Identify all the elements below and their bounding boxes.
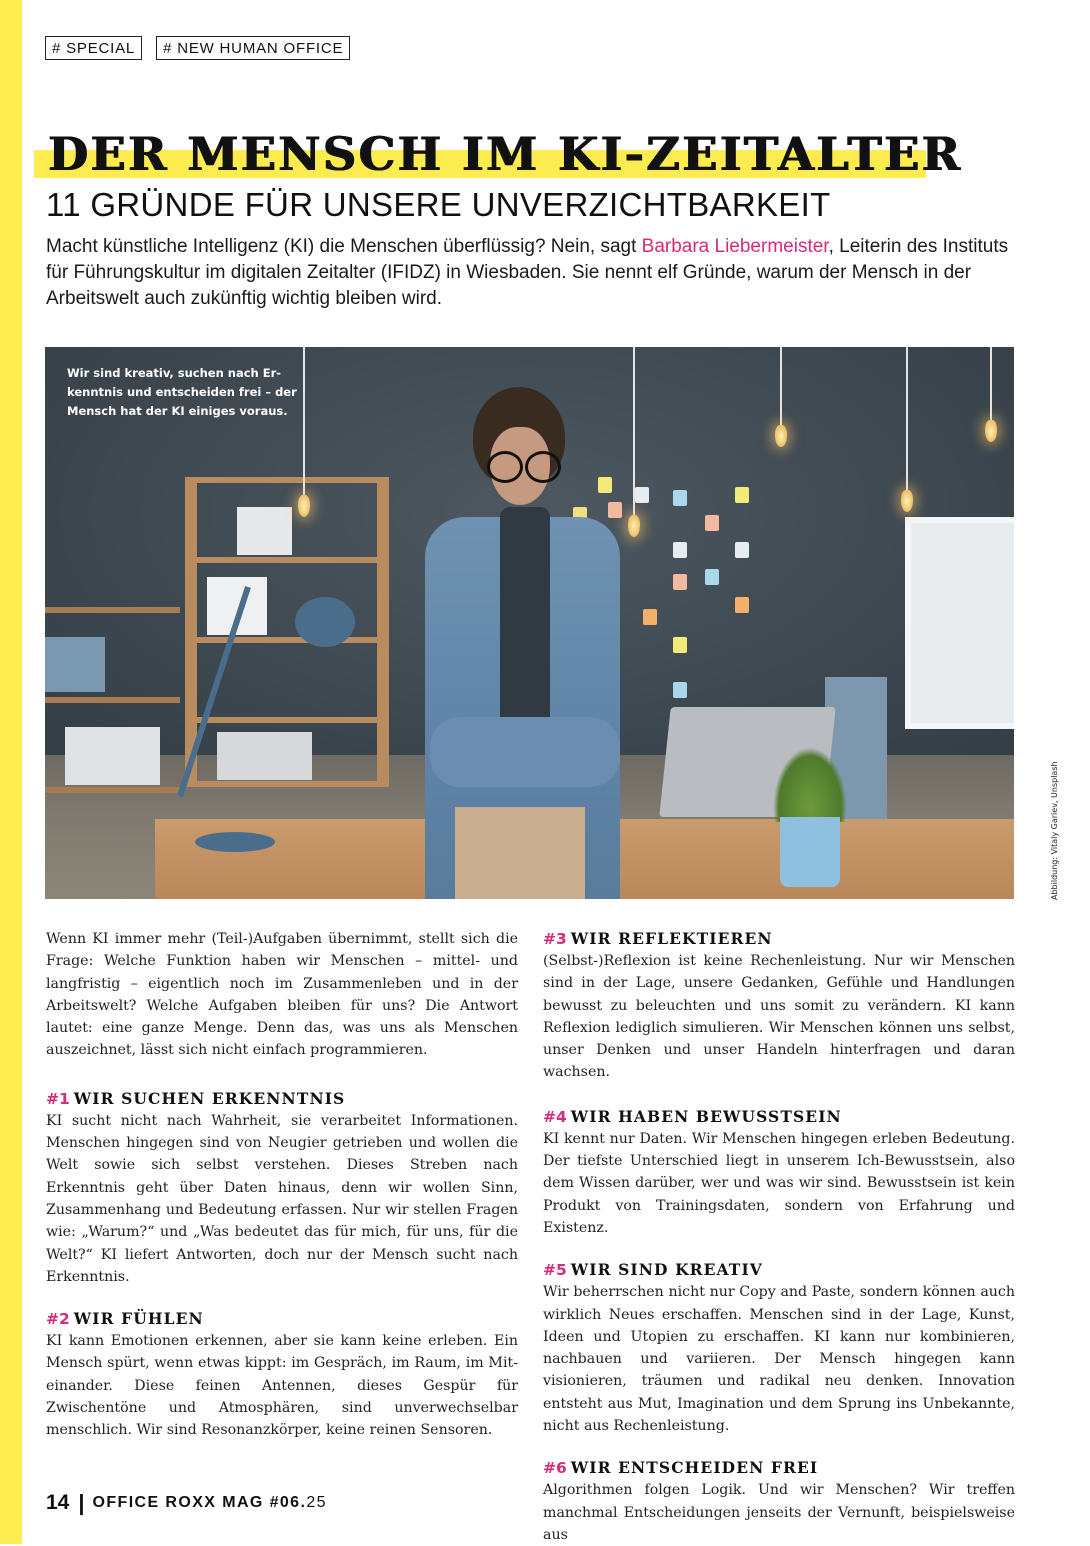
section-text: KI kann Emotionen erkennen, aber sie kann keine erleben. Ein Mensch spürt, wenn etwas kippt: im Gespräch, im Raum, im Miteinander. Diese feinen Antennen, dieses Gespür für Zwischentöne und Atmosphären, sind unverwechselbar menschlich. Wir sind Resonanzkörper, keine reinen Sensoren. bbox=[46, 1333, 518, 1439]
section-2 bbox=[46, 1308, 518, 1441]
photo-light-wire bbox=[906, 347, 908, 492]
photo-bulb bbox=[298, 495, 310, 517]
photo-shelf-left bbox=[185, 477, 389, 787]
photo-desk-lamp-head bbox=[295, 597, 355, 647]
photo-desk-lamp-base bbox=[195, 832, 275, 852]
section-6 bbox=[543, 1457, 1015, 1546]
photo-plant-leaves bbox=[773, 747, 847, 822]
photo-plant-pot bbox=[780, 817, 840, 887]
photo-light-wire bbox=[780, 347, 782, 427]
article-column-right bbox=[543, 928, 1015, 1546]
lead-paragraph: Wenn KI immer mehr (Teil-)Aufgaben übernimmt, stellt sich die Frage: Welche Funktion haben wir Menschen – mittel- und langfristig – eigentlich noch im Zusammenleben und in der Arbeitswelt? Welche Aufgaben bleiben für uns? Die Antwort lautet: eine ganze Menge. Denn das, was uns als Menschen auszeichnet, lässt sich nicht einfach programmieren. bbox=[46, 931, 518, 1059]
photo-credit: Abbildung: Vitaly Gariev, Unsplash bbox=[1050, 761, 1059, 900]
page-footer bbox=[46, 1490, 327, 1516]
photo-sticky-note bbox=[673, 490, 687, 506]
photo-sticky-note bbox=[705, 515, 719, 531]
section-title bbox=[46, 1308, 518, 1330]
author-name: Barbara Liebermeister bbox=[641, 236, 829, 257]
intro-text-end: , Leiterin des Instituts für Führungskultur im digitalen Zeitalter (IFIDZ) in Wiesbaden. Sie nennt elf Gründe, warum der Mensch in der Arbeitswelt auch zukünftig wichtig bleiben wird. bbox=[46, 236, 1009, 309]
section-title-text: WIR HABEN BEWUSSTSEIN bbox=[570, 1106, 842, 1126]
photo-bulb bbox=[628, 515, 640, 537]
intro-paragraph bbox=[46, 234, 1016, 312]
section-number: #4 bbox=[543, 1107, 567, 1126]
section-number: #2 bbox=[46, 1310, 70, 1329]
section-title bbox=[543, 1259, 1015, 1281]
photo-sticky-note bbox=[735, 487, 749, 503]
photo-sticky-note bbox=[705, 569, 719, 585]
section-1 bbox=[46, 1088, 518, 1288]
section-title bbox=[46, 1088, 518, 1110]
section-title-text: WIR FÜHLEN bbox=[73, 1309, 204, 1329]
photo-person-glasses bbox=[485, 451, 563, 475]
section-text: Wir beherrschen nicht nur Copy and Paste, sondern können auch wirklich Neues erschaffen. Menschen sind in der Lage, Kunst, Ideen und Utopien zu erschaffen. KI kann nur kombinieren, nachbauen und variieren. Der Mensch hingegen kann visionieren, träumen und radikal neu denken. Innovation entsteht aus Mut, Imagination und dem Sprung ins Unbekannte, nicht aus Rechenleistung. bbox=[543, 1284, 1015, 1435]
photo-person-crossed-arms bbox=[430, 717, 620, 787]
section-title bbox=[543, 1106, 1015, 1128]
section-title bbox=[543, 1457, 1015, 1479]
photo-sticky-note bbox=[643, 609, 657, 625]
hero-photo bbox=[45, 347, 1014, 899]
section-number: #5 bbox=[543, 1261, 567, 1280]
article-column-left bbox=[46, 928, 518, 1442]
headline-block bbox=[34, 122, 962, 186]
section-4 bbox=[543, 1106, 1015, 1239]
issue-year: 25 bbox=[306, 1494, 327, 1511]
photo-sticky-note bbox=[673, 574, 687, 590]
section-text: KI kennt nur Daten. Wir Menschen hingegen erleben Bedeutung. Der tiefste Unterschied liegt in unserem Ich-Bewusstsein, also dem Wissen darüber, wer und was wir sind. Bewusstsein ist kein Produkt von Trainingsdaten, sondern von Erfahrung und Existenz. bbox=[543, 1130, 1015, 1236]
headline: DER MENSCH IM KI-ZEITALTER bbox=[48, 127, 963, 181]
category-tags bbox=[45, 36, 350, 60]
photo-sticky-note bbox=[735, 597, 749, 613]
footer-separator: | bbox=[78, 1490, 85, 1515]
subheadline: 11 GRÜNDE FÜR UNSERE UNVERZICHTBARKEIT bbox=[46, 186, 831, 223]
photo-bulb bbox=[901, 490, 913, 512]
photo-sticky-note bbox=[673, 637, 687, 653]
section-title-text: WIR SIND KREATIV bbox=[570, 1260, 763, 1280]
page-number: 14 bbox=[46, 1491, 70, 1514]
photo-person-pants bbox=[455, 807, 585, 899]
photo-shelf-far-left bbox=[45, 587, 180, 807]
section-text: Algorithmen folgen Logik. Und wir Menschen? Wir treffen manchmal Entscheidungen jenseits der Vernunft, beispielsweise aus bbox=[543, 1482, 1015, 1543]
photo-sticky-note bbox=[608, 502, 622, 518]
section-number: #3 bbox=[543, 930, 567, 948]
photo-light-wire bbox=[990, 347, 992, 422]
photo-sticky-note bbox=[673, 682, 687, 698]
yellow-margin-bar bbox=[0, 0, 22, 1544]
section-title bbox=[543, 928, 1015, 950]
photo-sticky-note bbox=[635, 487, 649, 503]
magazine-name: OFFICE ROXX MAG #06. bbox=[92, 1494, 307, 1511]
section-title-text: WIR SUCHEN ERKENNTNIS bbox=[73, 1088, 346, 1108]
section-title-text: WIR REFLEKTIEREN bbox=[570, 929, 773, 948]
section-number: #1 bbox=[46, 1089, 70, 1108]
photo-bulb bbox=[775, 425, 787, 447]
photo-bulb bbox=[985, 420, 997, 442]
section-3 bbox=[543, 928, 1015, 1084]
photo-shelf-right bbox=[905, 517, 1014, 729]
section-5 bbox=[543, 1259, 1015, 1437]
tag-new-human-office[interactable]: # NEW HUMAN OFFICE bbox=[156, 36, 350, 60]
intro-text-start: Macht künstliche Intelligenz (KI) die Menschen überflüssig? Nein, sagt bbox=[46, 236, 642, 257]
photo-sticky-note bbox=[673, 542, 687, 558]
photo-sticky-note bbox=[598, 477, 612, 493]
section-number: #6 bbox=[543, 1459, 567, 1478]
photo-caption: Wir sind kreativ, suchen nach Erkenntnis und entscheiden frei – der Mensch hat der KI einiges voraus. bbox=[67, 366, 297, 418]
lead-section bbox=[46, 928, 518, 1062]
section-text: (Selbst-)Reflexion ist keine Rechenleistung. Nur wir Menschen sind in der Lage, unsere Gedanken, Gefühle und Handlungen bewusst zu beleuchten und uns somit zu verändern. KI kann Reflexion lediglich simulieren. Wir Menschen können uns selbst, unser Denken und unser Handeln hinterfragen und daran wachsen. bbox=[543, 953, 1015, 1081]
photo-sticky-note bbox=[735, 542, 749, 558]
section-text: KI sucht nicht nach Wahrheit, sie verarbeitet Informationen. Menschen hingegen sind von Neugier getrieben und wollen die Welt sowie sich selbst verstehen. Dieses Streben nach Erkenntnis geht über Daten hinaus, denn wir wollen Sinn, Zusammenhang und Bedeutung erfassen. Nur wir stellen Fragen wie: „Warum?“ und „Was bedeutet das für mich, für uns, für die Welt?“ KI liefert Antworten, doch nur der Mensch sucht nach Erkenntnis. bbox=[46, 1112, 518, 1285]
section-title-text: WIR ENTSCHEIDEN FREI bbox=[570, 1458, 819, 1478]
tag-special[interactable]: # SPECIAL bbox=[45, 36, 142, 60]
